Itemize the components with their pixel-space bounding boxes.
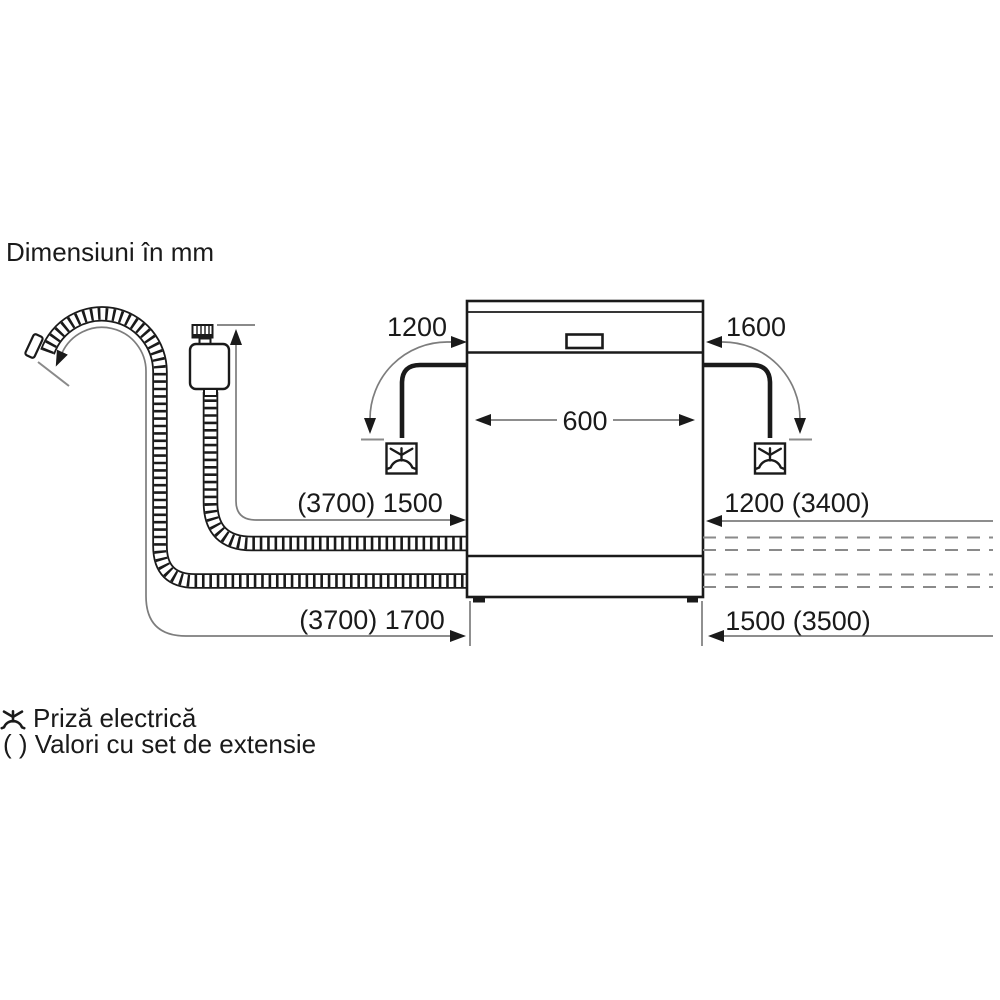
legend bbox=[2, 703, 316, 759]
socket-icon-legend bbox=[2, 711, 25, 728]
power-cable-left bbox=[402, 365, 468, 438]
aquastop-valve bbox=[190, 325, 229, 396]
foot-left bbox=[473, 597, 485, 603]
dim-arrow-cable-left bbox=[370, 342, 452, 419]
hose-extension-dashed-lines bbox=[703, 538, 993, 588]
dim-label-width: 600 bbox=[562, 406, 608, 436]
dim-arrow-cable-right bbox=[721, 342, 800, 419]
valve-body bbox=[190, 344, 229, 389]
control-display bbox=[567, 335, 603, 349]
dim-label-drain: (3700) 1700 bbox=[299, 605, 445, 635]
dim-label-cable-left: 1200 bbox=[386, 312, 448, 342]
dim-arrow-drain bbox=[62, 327, 451, 636]
dim-tick-drain-end bbox=[38, 362, 69, 386]
socket-icon-right bbox=[755, 444, 785, 474]
drain-hose-end-cap bbox=[25, 333, 44, 358]
dim-label-inlet-extension: 1200 (3400) bbox=[724, 488, 870, 518]
dim-label-drain-extension: 1500 (3500) bbox=[725, 606, 871, 636]
page-title: Dimensiuni în mm bbox=[6, 237, 215, 267]
socket-icon-left bbox=[387, 444, 417, 474]
dim-label-supply: (3700) 1500 bbox=[297, 488, 443, 518]
valve-bottom-neck bbox=[204, 389, 217, 396]
legend-socket-label: Priză electrică bbox=[33, 703, 197, 733]
dishwasher-front-view bbox=[467, 301, 703, 603]
dim-label-cable-right: 1600 bbox=[725, 312, 787, 342]
power-cable-right bbox=[702, 365, 770, 438]
foot-right bbox=[687, 597, 698, 603]
legend-extension-label: ( ) Valori cu set de extensie bbox=[3, 729, 317, 759]
